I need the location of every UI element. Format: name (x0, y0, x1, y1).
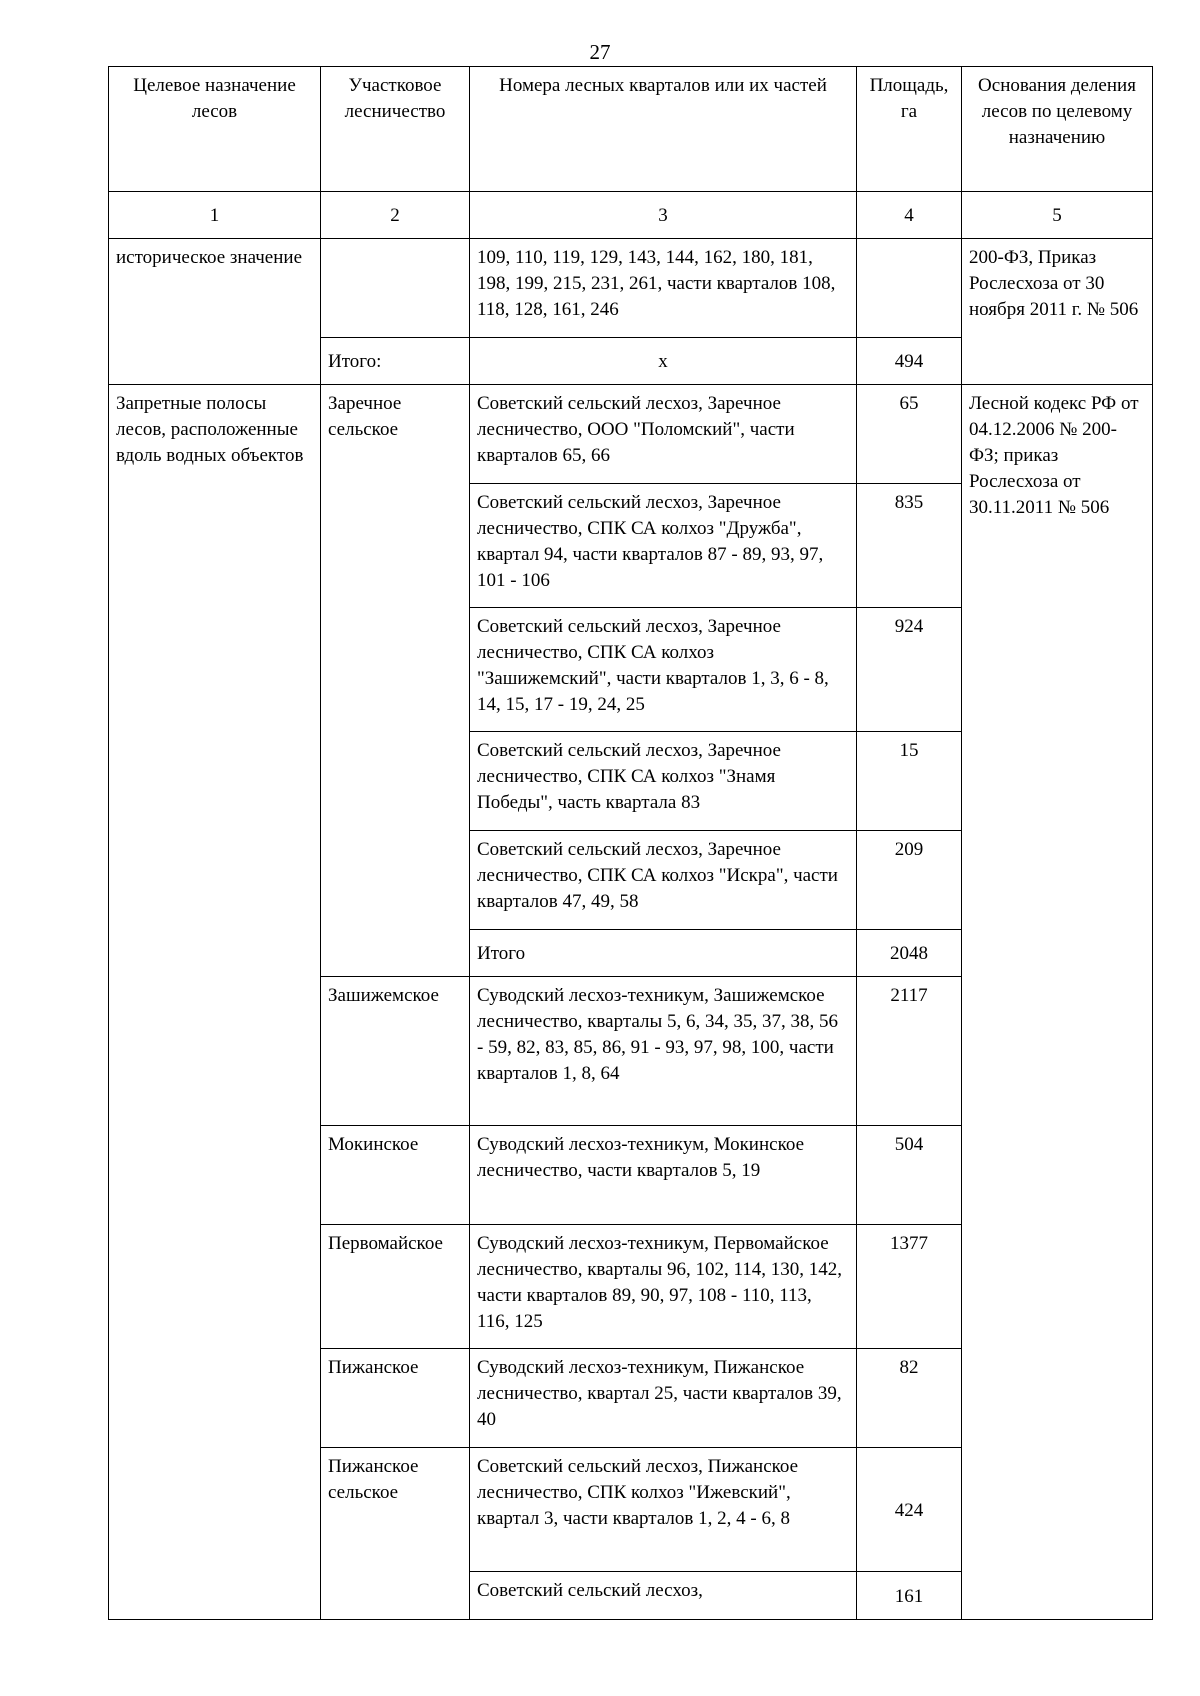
total-label: Итого: (321, 338, 470, 385)
quarters-cell: 109, 110, 119, 129, 143, 144, 162, 180, 181, 198, 199, 215, 231, 261, части кварталов 108, 118, 128, 161, 246 (470, 239, 857, 338)
forest-purpose-table (108, 66, 1153, 1620)
column-numbers-row (109, 192, 1153, 239)
header-area: Площадь, га (857, 67, 962, 192)
subtotal-label: Итого (470, 930, 857, 977)
purpose-cell: Запретные полосы лесов, расположенные вдоль водных объектов (109, 385, 321, 1620)
col-number-3: 3 (470, 192, 857, 239)
header-row (109, 67, 1153, 192)
quarters-cell: Суводский лесхоз-техникум, Мокинское лесничество, части кварталов 5, 19 (470, 1126, 857, 1225)
table-row (109, 239, 1153, 338)
quarters-cell: Советский сельский лесхоз, Заречное лесничество, СПК СА колхоз "Зашижемский", части кварталов 1, 3, 6 - 8, 14, 15, 17 - 19, 24, 25 (470, 608, 857, 732)
quarters-cell: Советский сельский лесхоз, (470, 1572, 857, 1620)
col-number-1: 1 (109, 192, 321, 239)
col-number-5: 5 (962, 192, 1153, 239)
area-cell (857, 239, 962, 338)
total-area: 494 (857, 338, 962, 385)
forestry-cell: Первомайское (321, 1225, 470, 1349)
quarters-cell: Суводский лесхоз-техникум, Первомайское лесничество, кварталы 96, 102, 114, 130, 142, части кварталов 89, 90, 97, 108 - 110, 113, 116, 125 (470, 1225, 857, 1349)
area-cell: 2117 (857, 977, 962, 1126)
area-cell: 15 (857, 732, 962, 831)
header-basis: Основания деления лесов по целевому назначению (962, 67, 1153, 192)
area-cell: 209 (857, 831, 962, 930)
quarters-cell: Советский сельский лесхоз, Заречное лесничество, ООО "Поломский", части кварталов 65, 66 (470, 385, 857, 484)
col-number-4: 4 (857, 192, 962, 239)
page-number: 27 (589, 40, 611, 64)
area-cell: 424 (857, 1448, 962, 1572)
quarters-cell: Советский сельский лесхоз, Заречное лесничество, СПК СА колхоз "Знамя Победы", часть квартала 83 (470, 732, 857, 831)
quarters-cell: Советский сельский лесхоз, Пижанское лесничество, СПК колхоз "Ижевский", квартал 3, части кварталов 1, 2, 4 - 6, 8 (470, 1448, 857, 1572)
area-cell: 835 (857, 484, 962, 608)
header-forestry: Участковое лесничество (321, 67, 470, 192)
forestry-cell: Пижанское (321, 1349, 470, 1448)
header-quarters: Номера лесных кварталов или их частей (470, 67, 857, 192)
purpose-cell: историческое значение (109, 239, 321, 385)
quarters-cell: Суводский лесхоз-техникум, Пижанское лесничество, квартал 25, части кварталов 39, 40 (470, 1349, 857, 1448)
total-x: x (470, 338, 857, 385)
forestry-cell (321, 239, 470, 338)
quarters-cell: Советский сельский лесхоз, Заречное лесничество, СПК СА колхоз "Дружба", квартал 94, части кварталов 87 - 89, 93, 97, 101 - 106 (470, 484, 857, 608)
quarters-cell: Суводский лесхоз-техникум, Зашижемское лесничество, кварталы 5, 6, 34, 35, 37, 38, 56 - 59, 82, 83, 85, 86, 91 - 93, 97, 98, 100, части кварталов 1, 8, 64 (470, 977, 857, 1126)
forestry-cell: Пижанское сельское (321, 1448, 470, 1620)
header-purpose: Целевое назначение лесов (109, 67, 321, 192)
area-cell: 82 (857, 1349, 962, 1448)
forestry-cell: Мокинское (321, 1126, 470, 1225)
basis-cell: Лесной кодекс РФ от 04.12.2006 № 200-ФЗ; приказ Рослесхоза от 30.11.2011 № 506 (962, 385, 1153, 1620)
col-number-2: 2 (321, 192, 470, 239)
forestry-cell: Заречное сельское (321, 385, 470, 977)
area-cell: 1377 (857, 1225, 962, 1349)
area-cell: 504 (857, 1126, 962, 1225)
area-cell: 65 (857, 385, 962, 484)
area-cell: 924 (857, 608, 962, 732)
quarters-cell: Советский сельский лесхоз, Заречное лесничество, СПК СА колхоз "Искра", части кварталов 47, 49, 58 (470, 831, 857, 930)
basis-cell: 200-ФЗ, Приказ Рослесхоза от 30 ноября 2011 г. № 506 (962, 239, 1153, 385)
table-row (109, 385, 1153, 484)
forestry-cell: Зашижемское (321, 977, 470, 1126)
subtotal-area: 2048 (857, 930, 962, 977)
area-cell: 161 (857, 1572, 962, 1620)
